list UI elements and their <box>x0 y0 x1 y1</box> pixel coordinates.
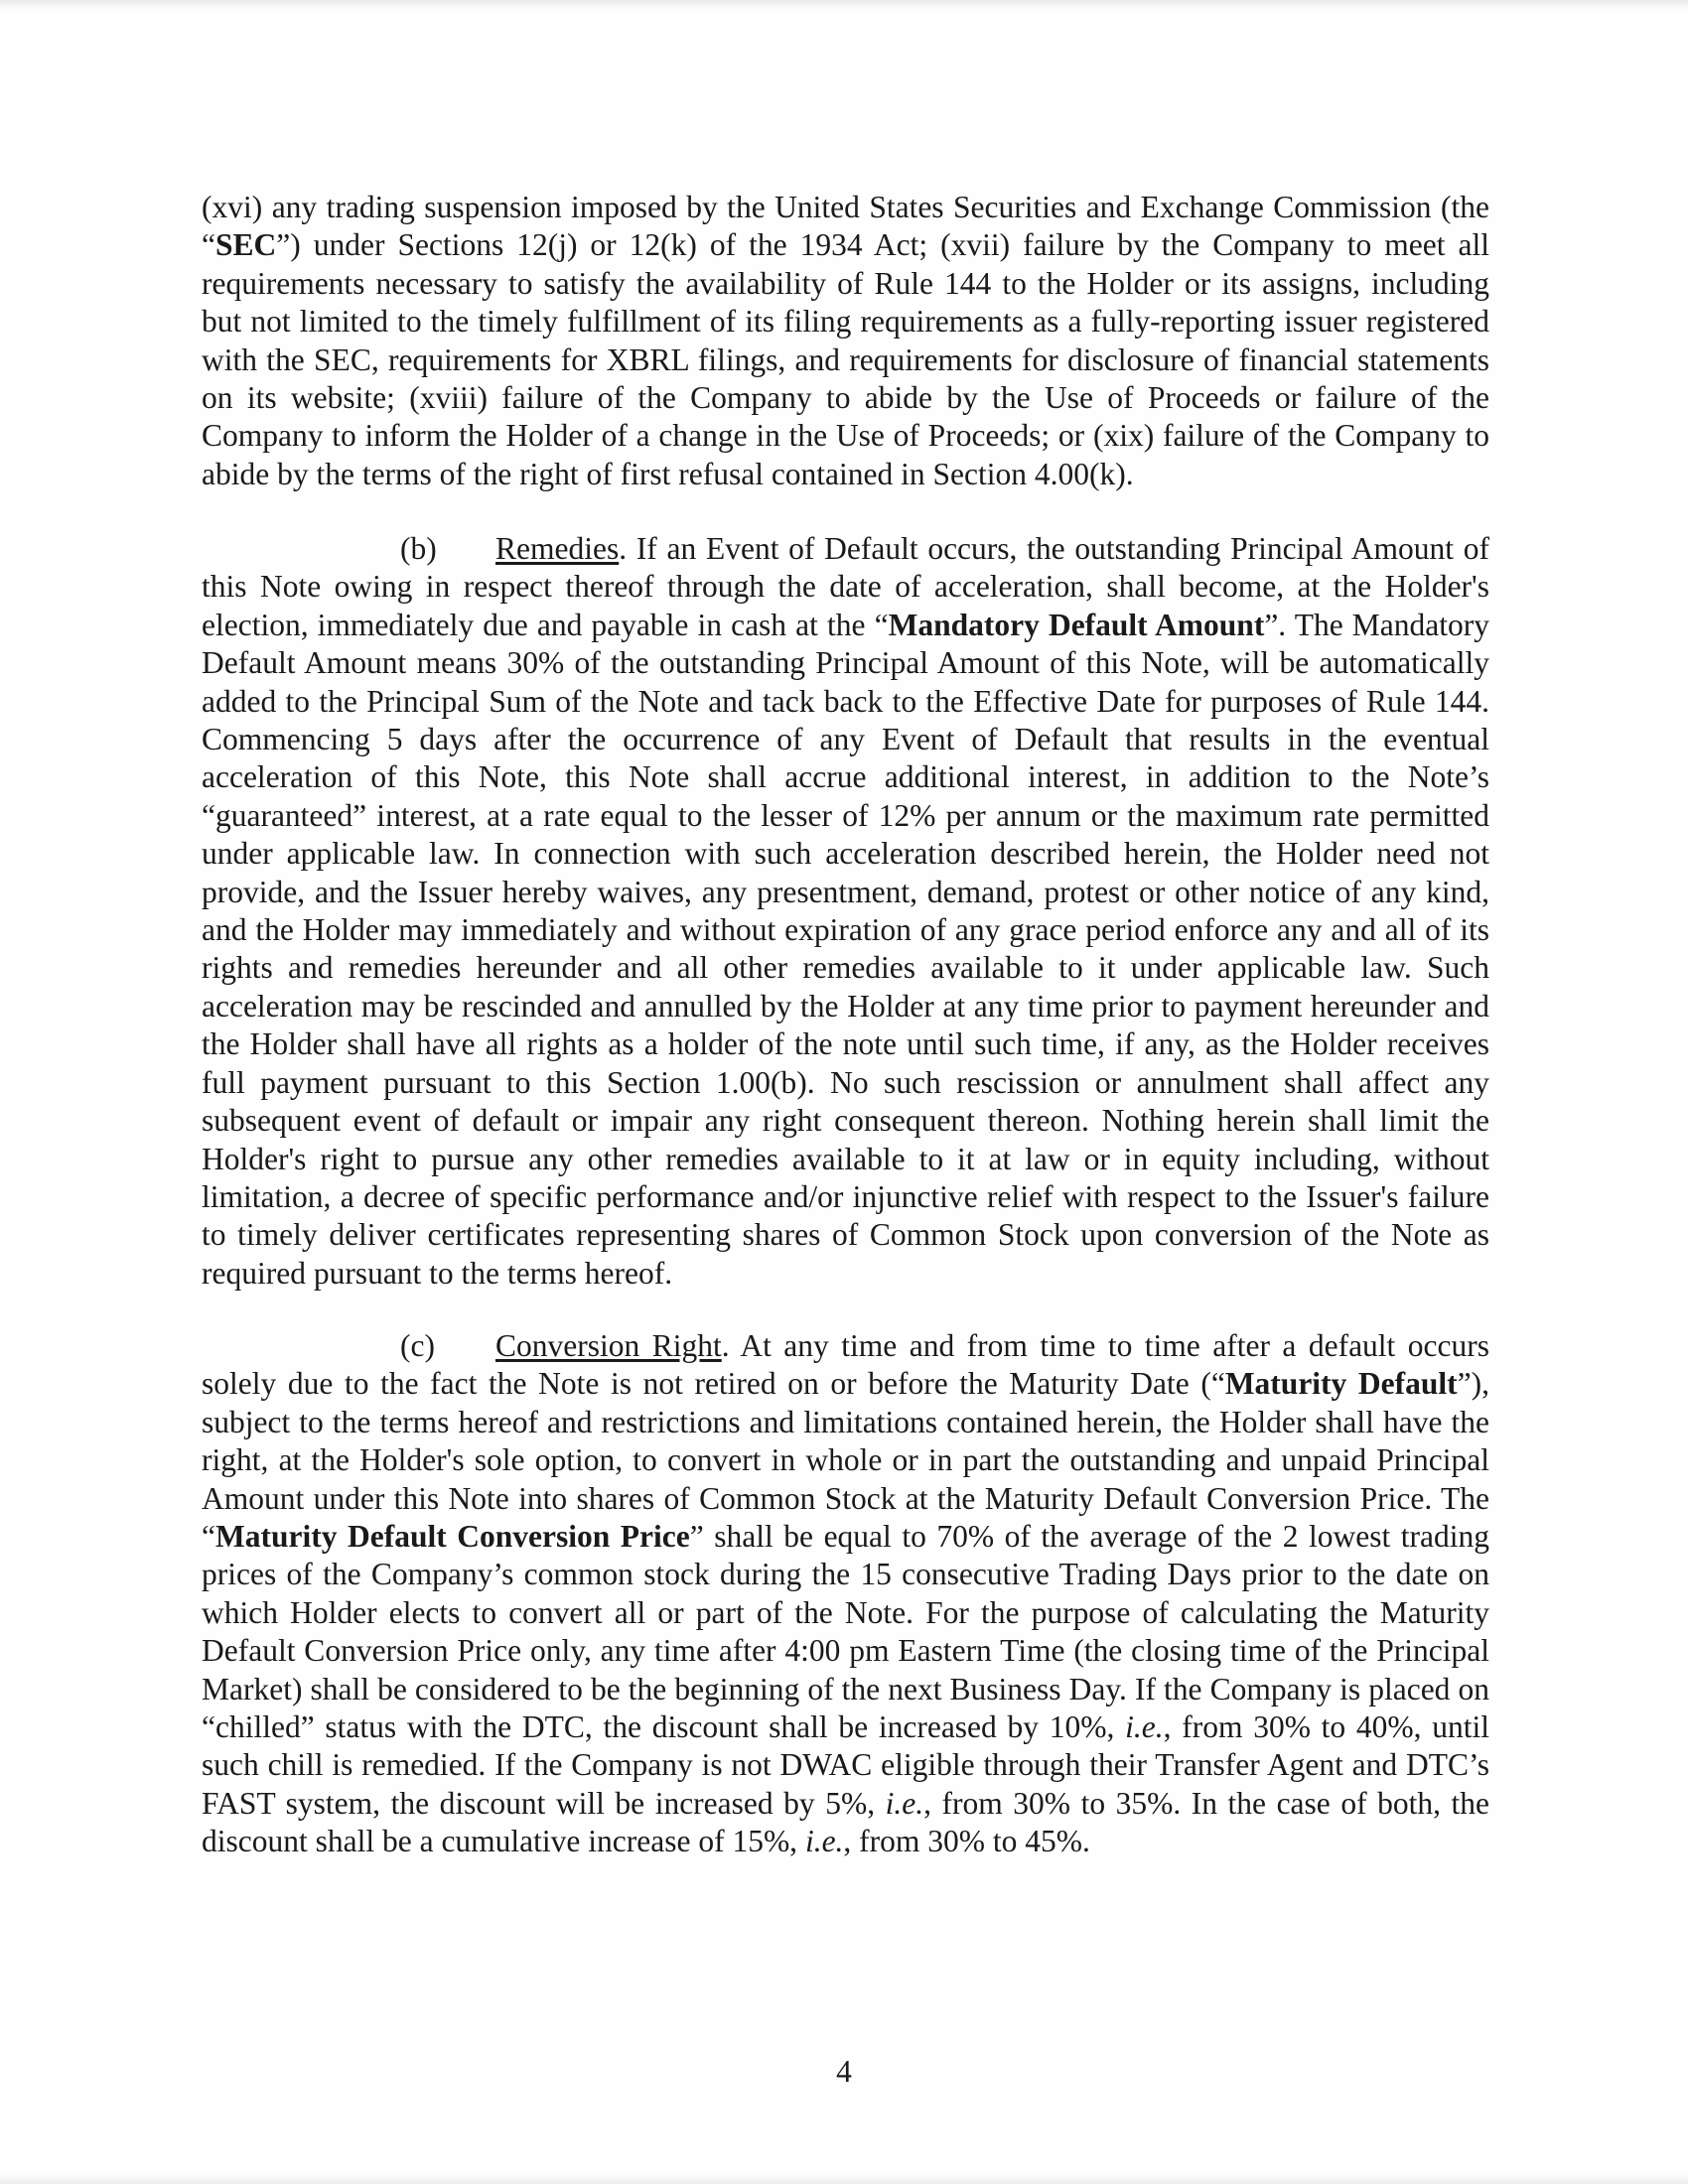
section-number-c: (c) <box>400 1328 435 1363</box>
paragraph-a-continued: (xvi) any trading suspension imposed by the United States Securities and Exchange Commission (the “SEC”) under Sections 12(j) or 12(k) of the 1934 Act; (xvii) failure by the Company to meet all requirements necessary to satisfy the availability of Rule 144 to the Holder or its assigns, including but not limited to the timely fulfillment of its filing requirements as a fully-reporting issuer registered with the SEC, requirements for XBRL filings, and requirements for disclosure of financial statements on its website; (xviii) failure of the Company to abide by the Use of Proceeds or failure of the Company to inform the Holder of a change in the Use of Proceeds; or (xix) failure of the Company to abide by the terms of the right of first refusal contained in Section 4.00(k). <box>202 190 1489 491</box>
scan-edge-bottom <box>0 2174 1688 2184</box>
page-number: 4 <box>836 2054 852 2089</box>
section-heading-conversion-right: Conversion Right <box>495 1328 722 1363</box>
defined-term-sec: SEC <box>214 227 277 263</box>
paragraph-b-remedies: (b) Remedies. If an Event of Default occurs, the outstanding Principal Amount of this Note owing in respect thereof through the date of acceleration, shall become, at the Holder's election, immediately due and payable in cash at the “Mandatory Default Amount”. The Mandatory Default Amount means 30% of the outstanding Principal Amount of this Note, will be automatically added to the Principal Sum of the Note and tack back to the Effective Date for purposes of Rule 144. Commencing 5 days after the occurrence of any Event of Default that results in the eventual acceleration of this Note, this Note shall accrue additional interest, in addition to the Note’s “guaranteed” interest, at a rate equal to the lesser of 12% per annum or the maximum rate permitted under applicable law. In connection with such acceleration described herein, the Holder need not provide, and the Issuer hereby waives, any presentment, demand, protest or other notice of any kind, and the Holder may immediately and without expiration of any grace period enforce any and all of its rights and remedies hereunder and all other remedies available to it under applicable law. Such acceleration may be rescinded and annulled by the Holder at any time prior to payment hereunder and the Holder shall have all rights as a holder of the note until such time, if any, as the Holder receives full payment pursuant to this Section 1.00(b). No such rescission or annulment shall affect any subsequent event of default or impair any right consequent thereon. Nothing herein shall limit the Holder's right to pursue any other remedies available to it at law or in equity including, without limitation, a decree of specific performance and/or injunctive relief with respect to the Issuer's failure to timely deliver certificates representing shares of Common Stock upon conversion of the Note as required pursuant to the terms hereof. <box>202 531 1490 1291</box>
section-heading-remedies: Remedies <box>495 531 620 566</box>
defined-term-maturity-default: Maturity Default <box>1224 1366 1458 1402</box>
paragraph-c-conversion-right: (c) Conversion Right. At any time and from time to time after a default occurs solely due to the fact the Note is not retired on or before the Maturity Date (“Maturity Default”), subject to the terms hereof and restrictions and limitations contained herein, the Holder shall have the right, at the Holder's sole option, to convert in whole or in part the outstanding and unpaid Principal Amount under this Note into shares of Common Stock at the Maturity Default Conversion Price. The “Maturity Default Conversion Price” shall be equal to 70% of the average of the 2 lowest trading prices of the Company’s common stock during the 15 consecutive Trading Days prior to the date on which Holder elects to convert all or part of the Note. For the purpose of calculating the Maturity Default Conversion Price only, any time after 4:00 pm Eastern Time (the closing time of the Principal Market) shall be considered to be the beginning of the next Business Day. If the Company is placed on “chilled” status with the DTC, the discount shall be increased by 10%, i.e., from 30% to 40%, until such chill is remedied. If the Company is not DWAC eligible through their Transfer Agent and DTC’s FAST system, the discount will be increased by 5%, i.e., from 30% to 35%. In the case of both, the discount shall be a cumulative increase of 15%, i.e., from 30% to 45%. <box>202 1328 1490 1859</box>
scan-edge-top <box>0 0 1688 10</box>
defined-term-maturity-default-conversion-price: Maturity Default Conversion Price <box>214 1519 690 1555</box>
defined-term-mandatory-default-amount: Mandatory Default Amount <box>888 607 1265 642</box>
section-number-b: (b) <box>400 531 437 566</box>
